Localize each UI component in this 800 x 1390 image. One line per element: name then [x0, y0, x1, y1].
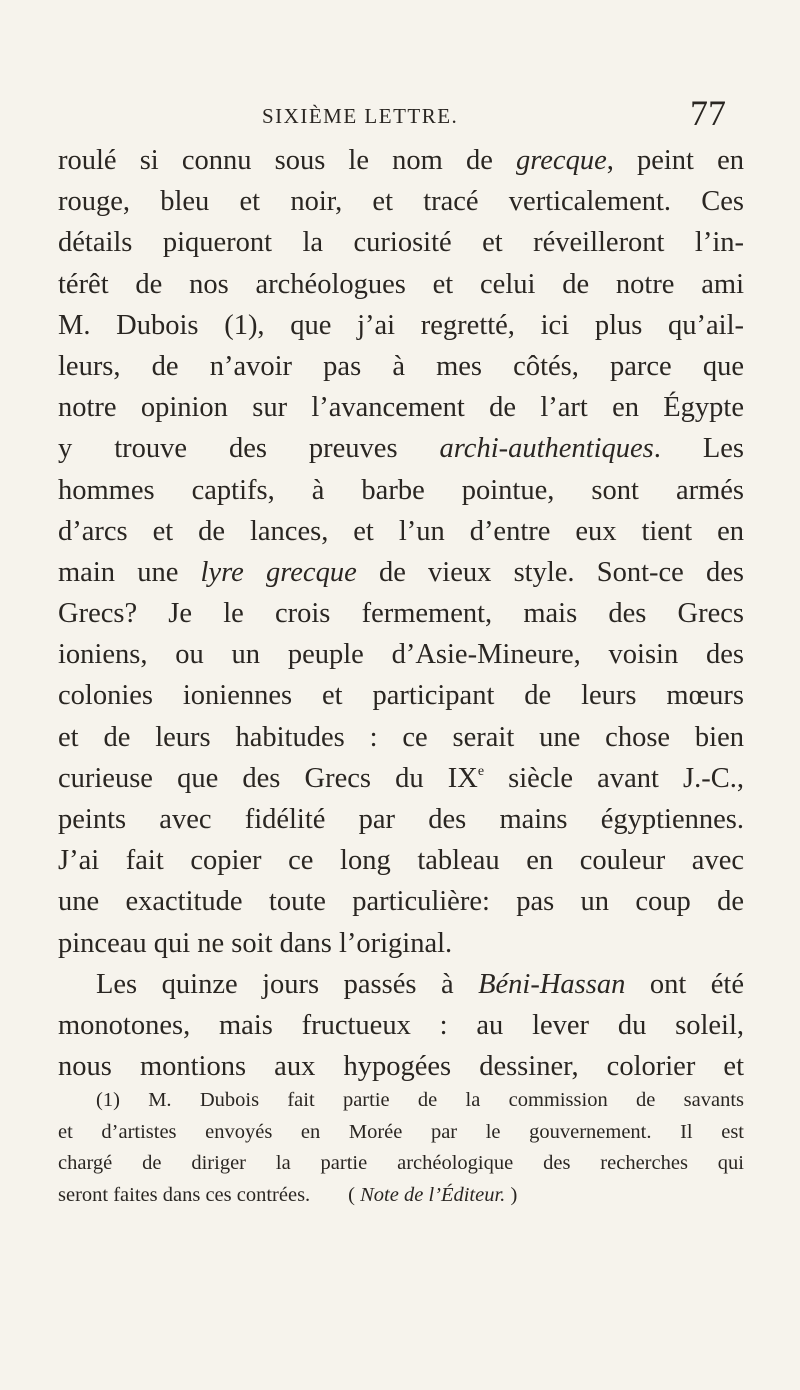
text-line: main une lyre grecque de vieux style. Sont-ce des [58, 556, 744, 588]
text-line: hommes captifs, à barbe pointue, sont armés [58, 474, 744, 506]
footnote-line: chargé de diriger la partie archéologique des recherches qui [58, 1152, 744, 1174]
text-line: pinceau qui ne soit dans l’original. [58, 927, 453, 959]
text-line: Les quinze jours passés à Béni-Hassan ont été [96, 968, 745, 1000]
text-line: M. Dubois (1), que j’ai regretté, ici plus qu’ail- [58, 309, 744, 341]
italic-term: lyre grecque [200, 556, 357, 588]
text-line: nous montions aux hypogées dessiner, colorier et [58, 1051, 744, 1083]
text-line: roulé si connu sous le nom de grecque, peint en [58, 145, 744, 176]
footnote-line: et d’artistes envoyés en Morée par le gouvernement. Il est [58, 1120, 744, 1143]
italic-place: Béni-Hassan [478, 968, 626, 1000]
text-line: peints avec fidélité par des mains égyptiennes. [58, 804, 744, 835]
text-line: et de leurs habitudes : ce serait une chose bien [58, 721, 744, 753]
text-line: curieuse que des Grecs du IXe siècle avant J.-C., [58, 762, 745, 794]
footnote-line: seront faites dans ces contrées. ( Note de l’Éditeur. ) [58, 1183, 518, 1206]
text-line: détails piqueront la curiosité et réveilleront l’in- [58, 227, 744, 259]
footnote [58, 1085, 744, 1211]
text-line: J’ai fait copier ce long tableau en couleur avec [58, 845, 744, 877]
running-head [0, 92, 800, 132]
italic-term: grecque [515, 145, 607, 176]
text-line: une exactitude toute particulière: pas un coup de [58, 886, 744, 918]
italic-term: archi-authentiques [439, 433, 654, 465]
text-line: y trouve des preuves archi-authentiques. Les [58, 433, 744, 465]
text-line: rouge, bleu et noir, et tracé verticalement. Ces [58, 186, 744, 218]
text-line: d’arcs et de lances, et l’un d’entre eux tient en [58, 515, 744, 547]
page-number: 77 [690, 93, 726, 133]
text-line: colonies ioniennes et participant de leurs mœurs [58, 680, 744, 712]
superscript: e [477, 763, 485, 779]
text-line: térêt de nos archéologues et celui de notre ami [58, 268, 744, 300]
text-line: leurs, de n’avoir pas à mes côtés, parce que [58, 350, 744, 382]
text-line: Grecs? Je le crois fermement, mais des Grecs [58, 598, 744, 630]
text-line: monotones, mais fructueux : au lever du soleil, [58, 1009, 744, 1041]
text-line: notre opinion sur l’avancement de l’art en Égypte [58, 392, 744, 424]
footnote-line: (1) M. Dubois fait partie de la commission de savants [96, 1089, 744, 1111]
main-text [58, 140, 744, 1087]
text-line: ioniens, ou un peuple d’Asie-Mineure, voisin des [58, 639, 744, 671]
editor-note: Note de l’Éditeur. [360, 1183, 506, 1206]
running-head-title: SIXIÈME LETTRE. [262, 104, 459, 128]
